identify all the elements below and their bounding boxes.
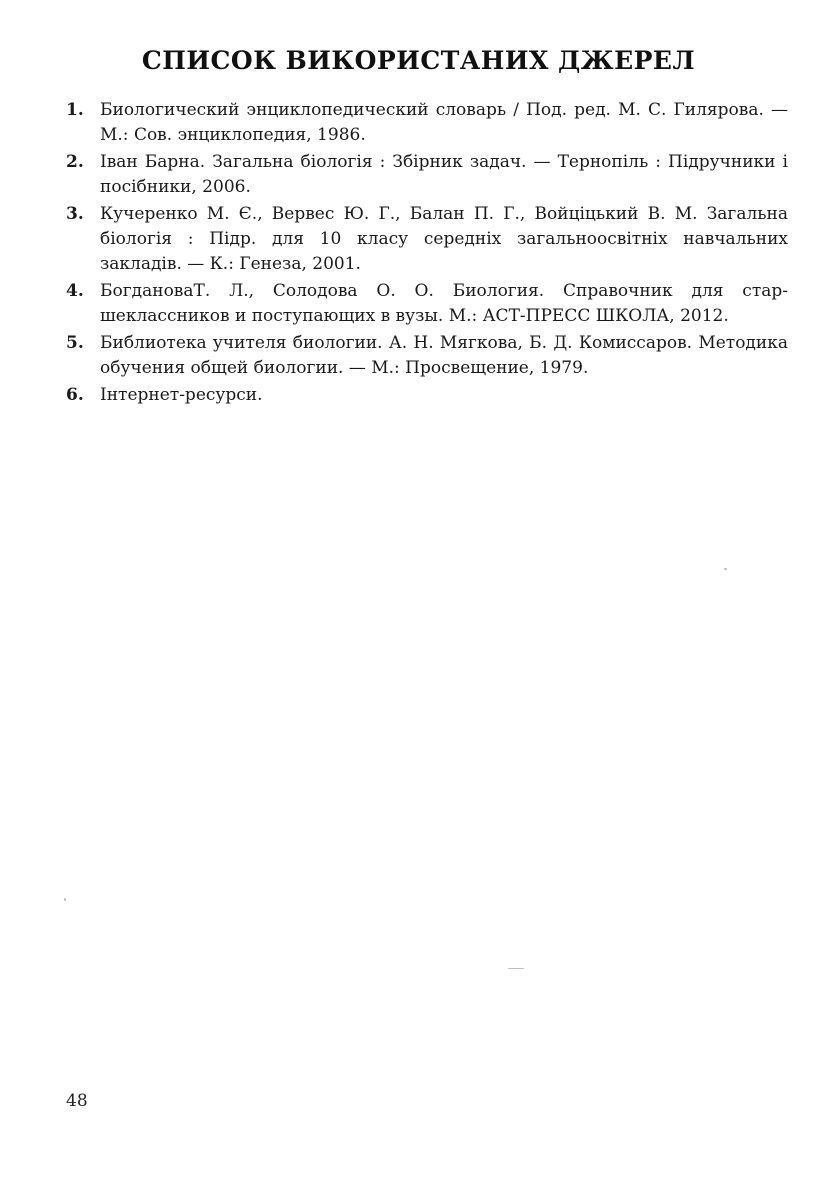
reference-text: Інтернет-ресурси. <box>100 385 263 405</box>
reference-item <box>66 383 788 408</box>
reference-number: 1. <box>66 100 84 120</box>
reference-item <box>66 150 788 200</box>
reference-number: 4. <box>66 281 84 301</box>
reference-number: 3. <box>66 204 84 224</box>
reference-item <box>66 202 788 277</box>
paper-speck <box>724 568 727 570</box>
reference-list <box>66 98 788 410</box>
reference-text: Биологический энциклопедический словарь / Под. ред. М. С. Гилярова. — М.: Сов. энциклопедия, 1986. <box>100 100 788 145</box>
reference-text: Кучеренко М. Є., Вервес Ю. Г., Балан П. Г., Войціцький В. М. Загальна біологія : Підр. для 10 класу середніх загальноосвітніх навчальних закладів. — К.: Генеза, 2001. <box>100 204 788 274</box>
reference-text: Библиотека учителя биологии. А. Н. Мягкова, Б. Д. Комиссаров. Методика обучения общей биологии. — М.: Просвещение, 1979. <box>100 333 788 378</box>
reference-item <box>66 331 788 381</box>
reference-number: 2. <box>66 152 84 172</box>
reference-item <box>66 279 788 329</box>
paper-speck <box>64 898 66 901</box>
reference-item <box>66 98 788 148</box>
reference-number: 5. <box>66 333 84 353</box>
reference-text: БогдановаТ. Л., Солодова О. О. Биология. Справочник для старшеклассников и поступающих в вузы. М.: АСТ-ПРЕСС ШКОЛА, 2012. <box>100 281 788 326</box>
reference-text: Іван Барна. Загальна біологія : Збірник задач. — Тернопіль : Підручники і посібники, 2006. <box>100 152 788 197</box>
reference-number: 6. <box>66 385 84 405</box>
page-title: СПИСОК ВИКОРИСТАНИХ ДЖЕРЕЛ <box>141 46 696 75</box>
page-number: 48 <box>66 1091 88 1111</box>
paper-speck <box>508 968 524 969</box>
